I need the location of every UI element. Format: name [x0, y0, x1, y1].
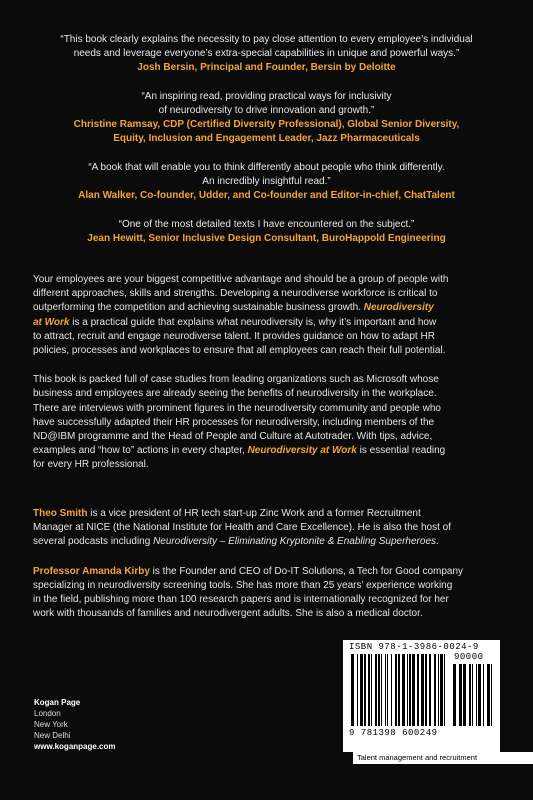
text-line: to attract, recruit and engage neurodiverse talent. It provides guidance on how to adapt HR [33, 330, 435, 342]
barcode-bar [407, 654, 408, 726]
isbn-barcode [343, 640, 500, 752]
barcode-addon-code: 90000 [454, 652, 484, 662]
text-line: business and employees are already seeing the benefits of neurodiversity in the workplace. [33, 388, 437, 400]
publisher-name: Kogan Page [34, 698, 81, 707]
quote-text [30, 33, 503, 61]
author-bio [33, 507, 503, 550]
quote-attribution [30, 189, 503, 203]
text-line: specializing in neurodiversity screening tools. She has more than 25 years’ experience working [33, 579, 453, 591]
blurb-paragraph-1 [33, 273, 503, 358]
attribution-line: Jean Hewitt, Senior Inclusive Design Consultant, BuroHappold Engineering [87, 233, 446, 244]
barcode-bar [491, 664, 492, 726]
text-line: for every HR professional. [33, 459, 149, 471]
blurb-paragraph-2 [33, 373, 503, 472]
barcode-bar [378, 654, 380, 726]
barcode-bar [440, 654, 443, 726]
barcode-bar [375, 654, 377, 726]
text-line: This book is packed full of case studies from leading organizations such as Microsoft whose [33, 374, 439, 386]
text-line: Manager at NICE (the National Institute for Health and Care Excellence). He is also the host of [33, 522, 451, 534]
barcode-bar [425, 654, 427, 726]
text-span: outperforming the competition and achieving sustainable business growth. [33, 302, 361, 314]
barcode-bar [409, 654, 411, 726]
publisher-info [34, 697, 116, 752]
barcode-bar [469, 664, 471, 726]
quote-attribution [30, 118, 503, 146]
barcode-bar [463, 664, 466, 726]
barcode-bar [368, 654, 370, 726]
barcode-bar [364, 654, 366, 726]
text-line: ND@IBM programme and the Head of People and Culture at Autotrader. With tips, advice, [33, 431, 433, 443]
book-title: at Work [33, 316, 70, 328]
barcode-bar [357, 654, 358, 726]
publisher-city: London [34, 709, 61, 718]
text-line [33, 565, 503, 579]
author-bios [33, 507, 503, 636]
quote-line: “A book that will enable you to think differently about people who think differently. [88, 162, 445, 173]
isbn-text: ISBN 978-1-3986-0024-9 [349, 642, 479, 652]
quote-line: “This book clearly explains the necessity to pay close attention to every employee’s individual [60, 34, 473, 45]
book-title: Neurodiversity at Work [247, 445, 357, 457]
text-span: is a practical guide that explains what neurodiversity is, why it’s important and how [72, 316, 437, 328]
barcode-bar [402, 654, 405, 726]
category-label: Talent management and recruitment [353, 752, 533, 764]
barcode-bar [381, 654, 382, 726]
text-line [33, 444, 503, 458]
author-bio [33, 565, 503, 622]
text-line: different approaches, skills and strengths. Developing a neurodiverse workforce is critical to [33, 288, 438, 300]
barcode-bar [421, 654, 424, 726]
endorsement-quote [30, 218, 503, 246]
blurb [33, 273, 503, 488]
publisher-url: www.koganpage.com [34, 742, 116, 751]
barcode-bar [351, 654, 354, 726]
barcode-bars [351, 654, 447, 728]
barcode-bar [387, 654, 388, 726]
attribution-line: Josh Bersin, Principal and Founder, Bersin by Deloitte [137, 62, 396, 73]
quote-text [30, 90, 503, 118]
quote-text [30, 218, 503, 232]
barcode-bar [476, 664, 477, 726]
text-line [33, 301, 503, 315]
quote-line: “An inspiring read, providing practical ways for inclusivity [141, 91, 392, 102]
quote-attribution [30, 61, 503, 75]
text-line [33, 535, 503, 549]
barcode-bar [459, 664, 462, 726]
endorsement-quote [30, 161, 503, 203]
barcode-bar [453, 664, 456, 726]
book-title: Neurodiversity [363, 302, 434, 314]
attribution-line: Christine Ramsay, CDP (Certified Diversity Professional), Global Senior Diversity, [73, 119, 460, 130]
barcode-bar [417, 654, 419, 726]
quote-line: needs and leverage everyone’s extra-special capabilities in unique and powerful ways.” [73, 48, 460, 59]
barcode-bar [478, 664, 481, 726]
endorsements [30, 33, 503, 261]
text-span: is a vice president of HR tech start-up Zinc Work and a former Recruitment [90, 508, 421, 519]
barcode-bar [395, 654, 397, 726]
text-line: There are interviews with prominent figures in the neurodiversity community and people who [33, 402, 441, 414]
barcode-digits: 9 781398 600249 [349, 728, 438, 738]
quote-text [30, 161, 503, 189]
podcast-title: Neurodiversity – Eliminating Kryptonite & Enabling Superheroes [153, 536, 437, 548]
barcode-bar [444, 654, 445, 726]
barcode-bar [391, 654, 392, 726]
endorsement-quote [30, 33, 503, 75]
text-line: have successfully adapted their HR processes for neurodiversity, including members of the [33, 416, 435, 428]
text-line: policies, processes and workplaces to ensure that all employees can reach their full potential. [33, 345, 446, 357]
publisher-city: New York [34, 720, 68, 729]
attribution-line: Alan Walker, Co-founder, Udder, and Co-founder and Editor-in-chief, ChatTalent [78, 190, 455, 201]
barcode-bar [412, 654, 415, 726]
quote-attribution [30, 232, 503, 246]
publisher-city: New Delhi [34, 731, 71, 740]
text-span: several podcasts including [33, 536, 151, 548]
barcode-bar [438, 654, 439, 726]
barcode-bar [472, 664, 473, 726]
text-span: . [436, 536, 439, 548]
author-name: Professor Amanda Kirby [33, 565, 150, 577]
endorsement-quote [30, 90, 503, 146]
quote-line: An incredibly insightful read.” [202, 176, 331, 187]
text-line: in the field, publishing more than 100 research papers and is internationally recognized for her [33, 594, 449, 606]
author-name: Theo Smith [33, 508, 88, 519]
quote-line: of neurodiversity to drive innovation and growth.” [158, 105, 375, 116]
barcode-addon-bars [453, 664, 495, 726]
text-line [33, 507, 503, 521]
barcode-bar [434, 654, 436, 726]
barcode-bar [487, 664, 490, 726]
barcode-bar [360, 654, 363, 726]
quote-line: “One of the most detailed texts I have encountered on the subject.” [118, 219, 415, 230]
barcode-bar [385, 654, 386, 726]
text-span: examples and “how to” actions in every chapter, [33, 445, 245, 457]
barcode-bar [398, 654, 400, 726]
text-line [33, 316, 503, 330]
text-line: work with thousands of families and neurodivergent adults. She is also a medical doctor. [33, 608, 423, 620]
text-line: Your employees are your biggest competitive advantage and should be a group of people with [33, 274, 449, 285]
text-span: is the Founder and CEO of Do-IT Solutions, a Tech for Good company [152, 565, 464, 577]
attribution-line: Equity, Inclusion and Engagement Leader, Jazz Pharmaceuticals [113, 133, 420, 144]
barcode-bar [429, 654, 431, 726]
barcode-bar [483, 664, 484, 726]
barcode-bar [371, 654, 372, 726]
text-span: is essential reading [359, 445, 446, 457]
